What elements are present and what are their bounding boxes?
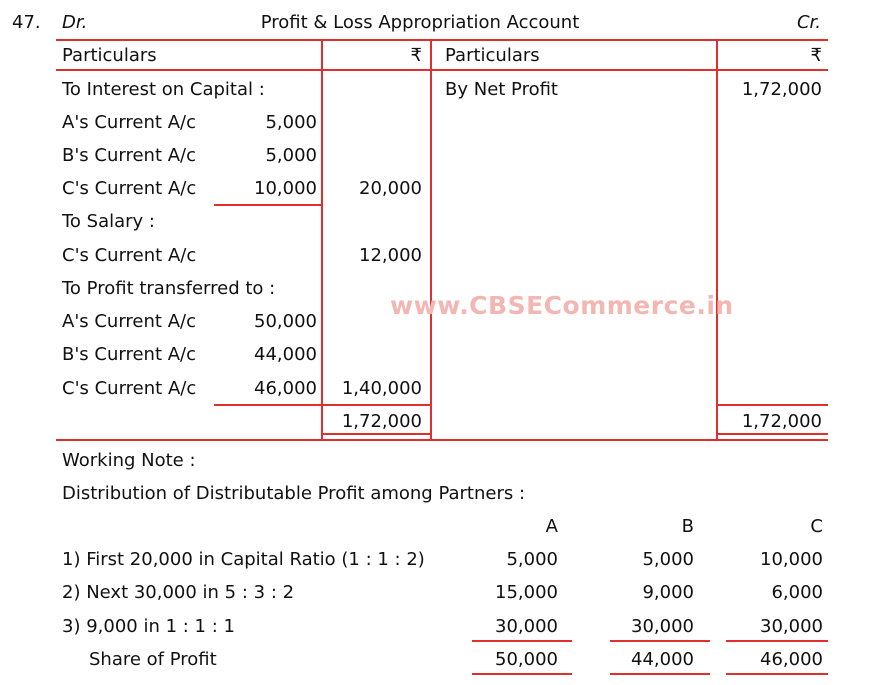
share-value-a: 50,000 [495, 649, 558, 670]
column-header-c: C [810, 516, 823, 537]
table-top-rule [56, 39, 828, 41]
particulars-header-right: Particulars [445, 45, 540, 66]
ledger-row-label: C's Current A/c [62, 245, 197, 266]
interest-total: 20,000 [359, 178, 422, 199]
sum-rule-a [472, 640, 572, 642]
ledger-row-label: B's Current A/c [62, 145, 196, 166]
distribution-value: 9,000 [642, 582, 694, 603]
ledger-row-amount: 10,000 [254, 178, 317, 199]
working-note-title: Working Note : [62, 450, 196, 471]
net-profit-label: By Net Profit [445, 79, 558, 100]
distribution-value: 6,000 [771, 582, 823, 603]
salary-heading: To Salary : [62, 211, 155, 232]
rupee-header-right: ₹ [810, 45, 822, 66]
ledger-row-label: A's Current A/c [62, 112, 196, 133]
distribution-row-label: 1) First 20,000 in Capital Ratio (1 : 1 : 2) [62, 549, 425, 570]
share-underline-b [610, 673, 710, 675]
profit-heading: To Profit transferred to : [62, 278, 276, 299]
profit-subtotal-rule [214, 404, 322, 406]
distribution-row-label: 2) Next 30,000 in 5 : 3 : 2 [62, 582, 295, 603]
distribution-value: 30,000 [495, 616, 558, 637]
header-bottom-rule [56, 69, 828, 71]
ledger-row-label: C's Current A/c [62, 178, 197, 199]
credit-label: Cr. [796, 12, 821, 33]
debit-grand-total: 1,72,000 [341, 411, 422, 432]
center-divider [430, 39, 432, 440]
credit-total-underline [716, 433, 828, 435]
share-underline-c [726, 673, 828, 675]
working-note-subtitle: Distribution of Distributable Profit among Partners : [62, 483, 526, 504]
distribution-value: 15,000 [495, 582, 558, 603]
distribution-value: 30,000 [760, 616, 823, 637]
account-title: Profit & Loss Appropriation Account [260, 12, 580, 33]
rupee-header-left: ₹ [410, 45, 422, 66]
ledger-row-amount: 46,000 [254, 378, 317, 399]
debit-total-top-rule [321, 404, 432, 406]
ledger-row-amount: 44,000 [254, 344, 317, 365]
sum-rule-b [610, 640, 710, 642]
distribution-value: 5,000 [642, 549, 694, 570]
distribution-value: 30,000 [631, 616, 694, 637]
interest-heading: To Interest on Capital : [62, 79, 265, 100]
ledger-row-amount: 5,000 [265, 145, 317, 166]
ledger-row-label: A's Current A/c [62, 311, 196, 332]
table-bottom-rule [56, 439, 828, 441]
share-value-c: 46,000 [760, 649, 823, 670]
column-header-b: B [681, 516, 694, 537]
particulars-header-left: Particulars [62, 45, 157, 66]
distribution-row-label: 3) 9,000 in 1 : 1 : 1 [62, 616, 235, 637]
ledger-row-amount: 50,000 [254, 311, 317, 332]
sum-rule-c [726, 640, 828, 642]
share-underline-a [472, 673, 572, 675]
column-header-a: A [545, 516, 558, 537]
ledger-row-label: C's Current A/c [62, 378, 197, 399]
ledger-row-label: B's Current A/c [62, 344, 196, 365]
salary-amount: 12,000 [359, 245, 422, 266]
net-profit-amount: 1,72,000 [741, 79, 822, 100]
ledger-row-amount: 5,000 [265, 112, 317, 133]
watermark: www.CBSECommerce.in [390, 291, 734, 320]
credit-total-top-rule [716, 404, 828, 406]
profit-total: 1,40,000 [341, 378, 422, 399]
interest-subtotal-rule [214, 204, 322, 206]
distribution-value: 10,000 [760, 549, 823, 570]
credit-grand-total: 1,72,000 [741, 411, 822, 432]
debit-total-underline [321, 433, 432, 435]
share-of-profit-label: Share of Profit [89, 649, 217, 670]
distribution-value: 5,000 [506, 549, 558, 570]
debit-label: Dr. [62, 12, 88, 33]
share-value-b: 44,000 [631, 649, 694, 670]
question-number: 47. [12, 12, 41, 33]
